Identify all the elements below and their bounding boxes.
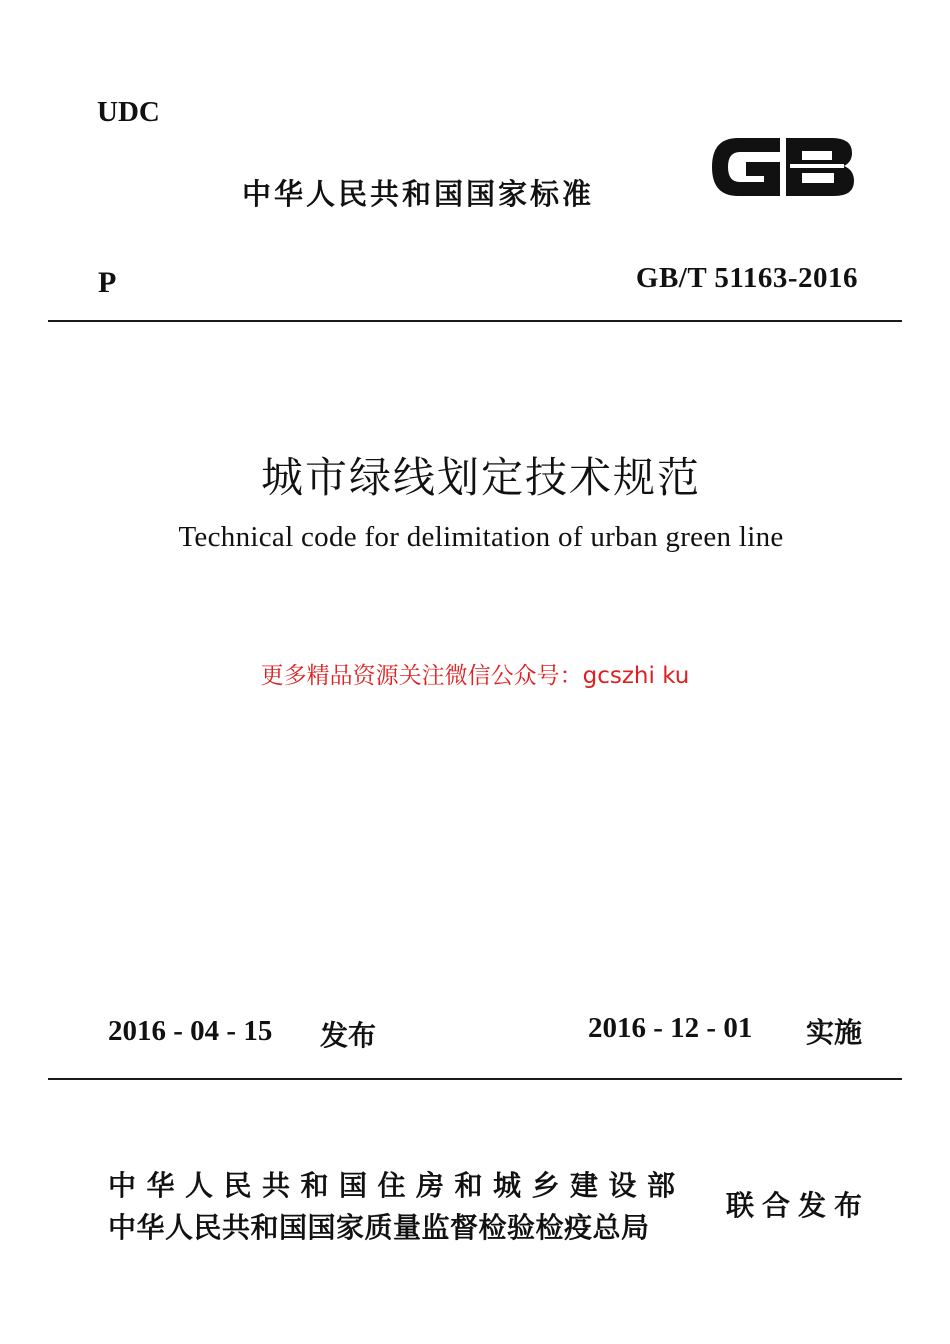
wechat-notice: 更多精品资源关注微信公众号：gcszhi ku xyxy=(260,663,690,689)
standard-number: GB/T 51163-2016 xyxy=(635,262,858,294)
top-divider xyxy=(48,320,902,322)
issue-date: 2016 - 04 - 15 xyxy=(108,1015,273,1047)
joint-issue-label: 联合发布 xyxy=(726,1189,871,1222)
implementation-label: 实施 xyxy=(806,1016,863,1049)
udc-label: UDC xyxy=(97,96,160,128)
gb-logo-icon xyxy=(706,128,858,206)
document-title-english: Technical code for delimitation of urban green line xyxy=(178,521,784,553)
publisher-aqsiq: 中华人民共和国国家质量监督检验检疫总局 xyxy=(108,1211,650,1244)
issue-label: 发布 xyxy=(320,1019,377,1052)
category-code: P xyxy=(98,266,117,299)
implementation-date: 2016 - 12 - 01 xyxy=(588,1012,753,1044)
standard-type-heading: 中华人民共和国国家标准 xyxy=(242,177,595,211)
publisher-ministry-housing: 中华人民共和国住房和城乡建设部 xyxy=(108,1169,686,1202)
document-title-chinese: 城市绿线划定技术规范 xyxy=(260,453,701,502)
bottom-divider xyxy=(48,1078,902,1080)
